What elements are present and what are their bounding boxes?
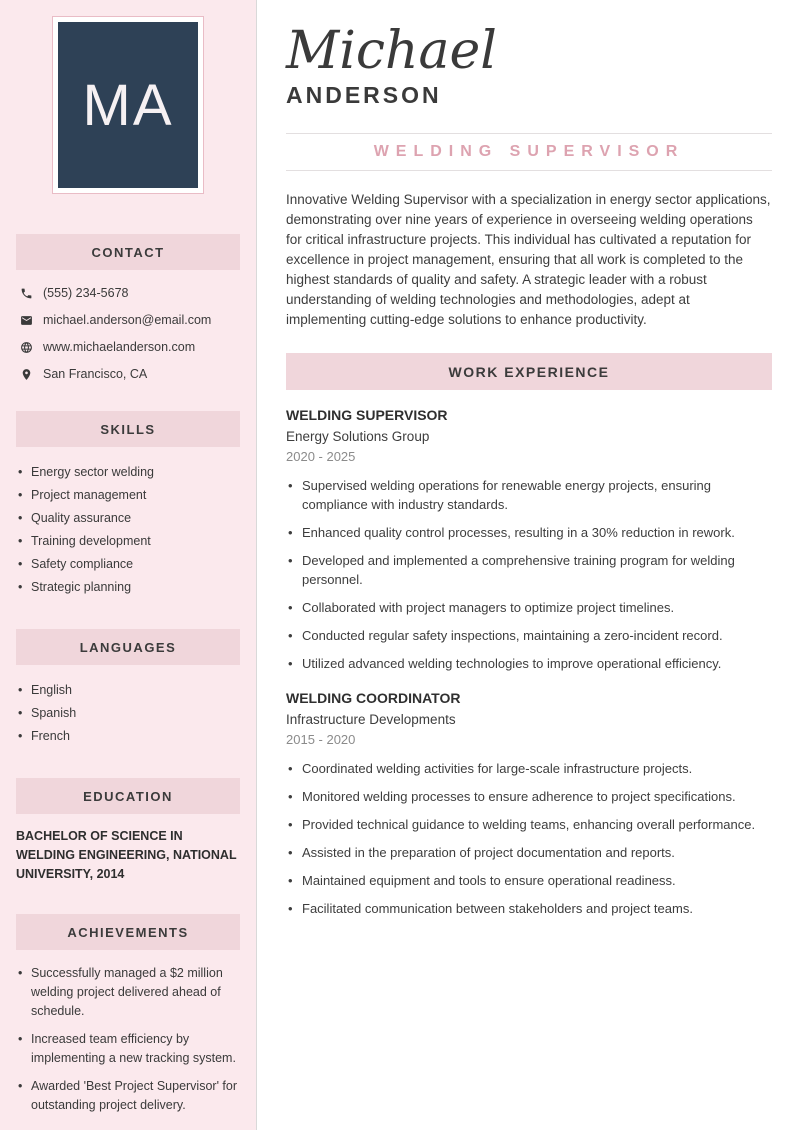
- contact-item-location: [20, 367, 242, 381]
- contact-item-phone: [20, 286, 242, 300]
- work-experience-section-title: WORK EXPERIENCE: [286, 353, 772, 390]
- avatar-initials: MA: [58, 22, 198, 188]
- contact-section-title: CONTACT: [16, 234, 240, 270]
- education-section-title: EDUCATION: [16, 778, 240, 814]
- language-item: • Spanish: [18, 702, 242, 725]
- skills-list: [18, 461, 242, 599]
- job-bullet: • Provided technical guidance to welding teams, enhancing overall performance.: [286, 815, 772, 834]
- job-bullet: • Enhanced quality control processes, resulting in a 30% reduction in rework.: [286, 523, 772, 542]
- job-bullet: • Facilitated communication between stakeholders and project teams.: [286, 899, 772, 918]
- contact-list: [20, 286, 242, 381]
- job-bullet: • Coordinated welding activities for large-scale infrastructure projects.: [286, 759, 772, 778]
- contact-email-text: michael.anderson@email.com: [43, 313, 212, 327]
- languages-section-title: LANGUAGES: [16, 629, 240, 665]
- globe-icon: [20, 341, 33, 354]
- sidebar: [0, 0, 257, 1130]
- last-name: ANDERSON: [286, 82, 442, 108]
- job-bullet: • Conducted regular safety inspections, maintaining a zero-incident record.: [286, 626, 772, 645]
- job-role: WELDING COORDINATOR: [286, 690, 461, 706]
- skill-item: • Training development: [18, 530, 242, 553]
- job-bullet-list: [286, 476, 772, 673]
- job-bullet: • Maintained equipment and tools to ensure operational readiness.: [286, 871, 772, 890]
- job-dates: 2020 - 2025: [286, 449, 356, 464]
- contact-location-text: San Francisco, CA: [43, 367, 148, 381]
- achievement-item: • Increased team efficiency by implementing a new tracking system.: [18, 1030, 242, 1068]
- job-bullet: • Supervised welding operations for renewable energy projects, ensuring compliance with industry standards.: [286, 476, 772, 514]
- job-company: Infrastructure Developments: [286, 712, 456, 727]
- phone-icon: [20, 287, 33, 300]
- achievement-item: • Successfully managed a $2 million welding project delivered ahead of schedule.: [18, 964, 242, 1021]
- education-text: BACHELOR OF SCIENCE IN WELDING ENGINEERING, NATIONAL UNIVERSITY, 2014: [16, 829, 237, 881]
- job-dates: 2015 - 2020: [286, 732, 356, 747]
- achievement-item: • Awarded 'Best Project Supervisor' for outstanding project delivery.: [18, 1077, 242, 1115]
- contact-item-email: [20, 313, 242, 327]
- contact-website-text: www.michaelanderson.com: [43, 340, 196, 354]
- language-item: • English: [18, 679, 242, 702]
- skill-item: • Strategic planning: [18, 576, 242, 599]
- job-entry: [286, 407, 772, 673]
- job-bullet: • Monitored welding processes to ensure adherence to project specifications.: [286, 787, 772, 806]
- job-bullet: • Utilized advanced welding technologies to improve operational efficiency.: [286, 654, 772, 673]
- job-bullet: • Collaborated with project managers to optimize project timelines.: [286, 598, 772, 617]
- job-role: WELDING SUPERVISOR: [286, 407, 448, 423]
- skill-item: • Energy sector welding: [18, 461, 242, 484]
- contact-phone-text: (555) 234-5678: [43, 286, 129, 300]
- location-icon: [20, 368, 33, 381]
- first-name: Michael: [286, 21, 497, 81]
- job-title: WELDING SUPERVISOR: [286, 133, 772, 171]
- job-bullet: • Assisted in the preparation of project documentation and reports.: [286, 843, 772, 862]
- job-bullet-list: [286, 759, 772, 918]
- summary-paragraph: Innovative Welding Supervisor with a specialization in energy sector applications, demonstrating over nine years of experience in overseeing welding operations for critical infrastructure projects. This individual has cultivated a reputation for excellence in project management, ensuring that all work is completed to the highest standards of quality and safety. A strategic leader with a robust understanding of welding technologies and methodologies, adept at implementing cutting-edge solutions to enhance productivity.: [286, 192, 771, 327]
- job-bullet: • Developed and implemented a comprehensive training program for welding personnel.: [286, 551, 772, 589]
- skill-item: • Quality assurance: [18, 507, 242, 530]
- job-company: Energy Solutions Group: [286, 429, 430, 444]
- skills-section-title: SKILLS: [16, 411, 240, 447]
- email-icon: [20, 314, 33, 327]
- avatar: [52, 16, 204, 194]
- contact-item-website: [20, 340, 242, 354]
- achievements-list: [18, 964, 242, 1115]
- skill-item: • Safety compliance: [18, 553, 242, 576]
- languages-list: [18, 679, 242, 748]
- achievements-section-title: ACHIEVEMENTS: [16, 914, 240, 950]
- job-entry: [286, 690, 772, 918]
- language-item: • French: [18, 725, 242, 748]
- resume-main: [257, 0, 800, 1130]
- skill-item: • Project management: [18, 484, 242, 507]
